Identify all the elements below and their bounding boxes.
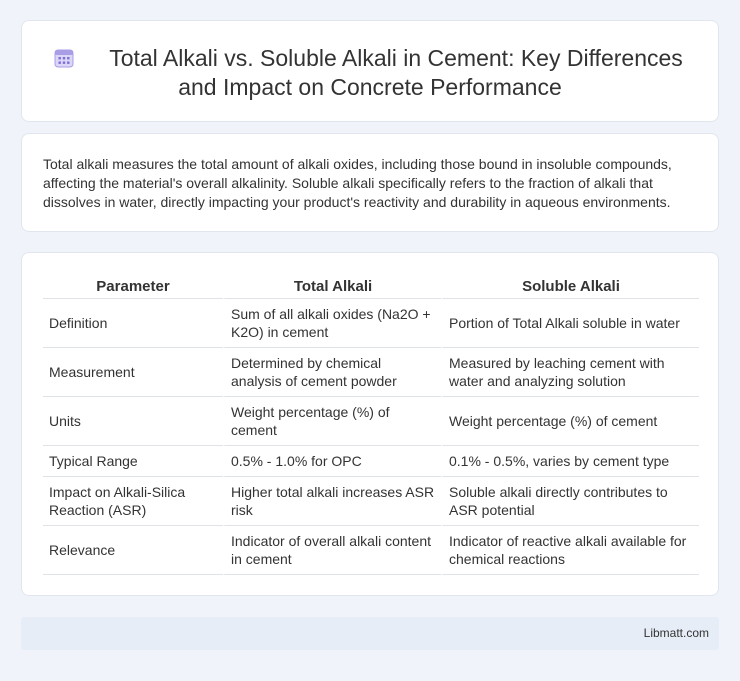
table-cell: Relevance (43, 526, 223, 575)
table-cell: 0.1% - 0.5%, varies by cement type (441, 446, 699, 477)
table-cell: Higher total alkali increases ASR risk (223, 477, 441, 526)
table-cell: Determined by chemical analysis of cement powder (223, 348, 441, 397)
page-title (22, 44, 718, 102)
table-cell: Indicator of overall alkali content in cement (223, 526, 441, 575)
table-cell: Measurement (43, 348, 223, 397)
table-row (43, 348, 699, 397)
table-row (43, 477, 699, 526)
header-parameter: Parameter (43, 275, 223, 299)
table-cell: Soluble alkali directly contributes to ASR potential (441, 477, 699, 526)
page-title-line-2: and Impact on Concrete Performance (178, 74, 562, 100)
table-cell: Typical Range (43, 446, 223, 477)
header-soluble-alkali: Soluble Alkali (441, 275, 699, 299)
comparison-table (43, 275, 699, 575)
table-cell: 0.5% - 1.0% for OPC (223, 446, 441, 477)
footer-site-link[interactable]: Libmatt.com (643, 626, 709, 640)
table-header-row (43, 275, 699, 299)
intro-card (21, 133, 719, 232)
table-cell: Units (43, 397, 223, 446)
table-cell: Impact on Alkali-Silica Reaction (ASR) (43, 477, 223, 526)
table-cell: Indicator of reactive alkali available for chemical reactions (441, 526, 699, 575)
table-row (43, 526, 699, 575)
table-cell: Portion of Total Alkali soluble in water (441, 299, 699, 348)
footer (21, 617, 719, 650)
comparison-table-card (21, 252, 719, 596)
table-cell: Sum of all alkali oxides (Na2O + K2O) in cement (223, 299, 441, 348)
table-row (43, 397, 699, 446)
intro-paragraph: Total alkali measures the total amount of alkali oxides, including those bound in insoluble compounds, affecting the material's overall alkalinity. Soluble alkali specifically refers to the fraction of alkali that dissolves in water, directly impacting your product's reactivity and durability in aqueous environments. (43, 156, 672, 210)
table-cell: Weight percentage (%) of cement (223, 397, 441, 446)
table-row (43, 446, 699, 477)
table-cell: Weight percentage (%) of cement (441, 397, 699, 446)
table-cell: Measured by leaching cement with water and analyzing solution (441, 348, 699, 397)
title-card (21, 20, 719, 122)
page-title-line-1: Total Alkali vs. Soluble Alkali in Cement: Key Differences (109, 45, 683, 71)
header-total-alkali: Total Alkali (223, 275, 441, 299)
table-row (43, 299, 699, 348)
table-cell: Definition (43, 299, 223, 348)
